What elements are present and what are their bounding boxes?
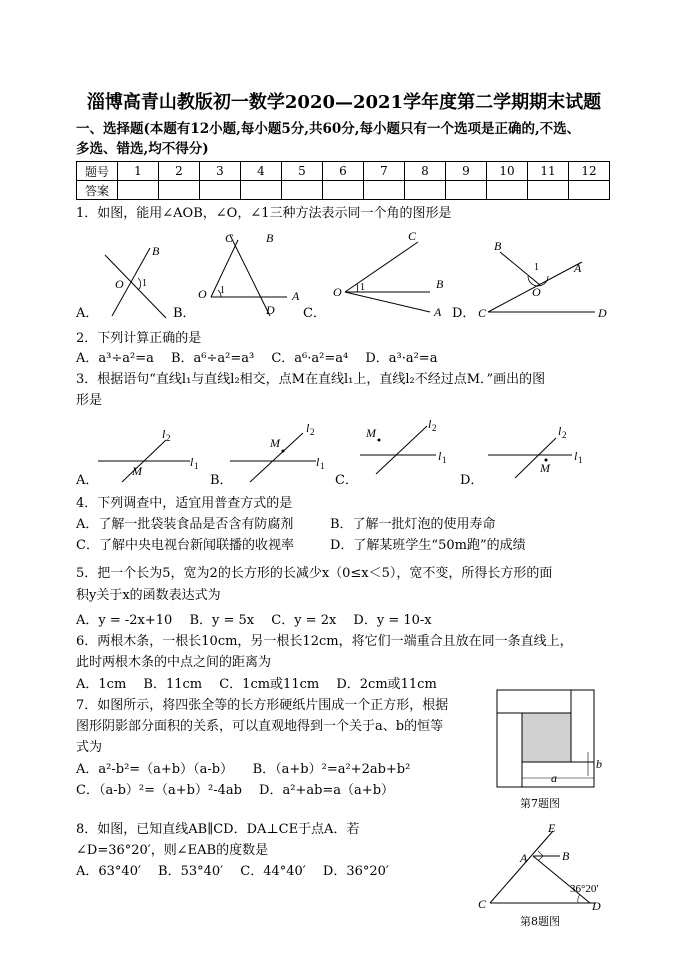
table-cell: 1 [118,162,159,181]
svg-text:D: D [592,899,601,913]
svg-text:l: l [574,449,578,463]
svg-text:C: C [408,229,417,243]
q1-option-c: C． [303,306,326,321]
q1-option-b: B． [173,306,196,321]
svg-text:O: O [198,287,207,301]
svg-text:B: B [266,231,274,245]
label-o: O [115,277,124,291]
table-cell: 10 [487,162,528,181]
svg-text:l: l [190,455,194,469]
table-cell: 5 [282,162,323,181]
table-cell: 7 [364,162,405,181]
q4-option-b: B．了解一批灯泡的使用寿命 [330,517,496,532]
q6-stem: 6．两根木条，一根长10cm，另一根长12cm，将它们一端重合且放在同一条直线上， [76,634,573,649]
table-cell: 8 [405,162,446,181]
q3-option-a: A． [76,473,99,488]
q7-options-ab: A．a²-b²=（a+b）（a-b） B．（a+b）²=a²+2ab+b² [76,762,411,777]
q5-stem: 5．把一个长为5，宽为2的长方形的长减少x（0≤x＜5），宽不变，所得长方形的面 [76,566,553,581]
svg-text:2: 2 [432,423,437,433]
q1-option-d: D． [452,306,476,321]
svg-text:A: A [292,289,300,303]
svg-text:l: l [438,449,442,463]
svg-text:O: O [333,285,342,299]
svg-text:l: l [162,427,166,441]
q5-options: A．y = -2x+10 B．y = 5x C．y = 2x D．y = 10-x [76,613,432,628]
svg-text:A: A [574,261,582,275]
q4-stem: 4．下列调查中，适宜用普查方式的是 [76,496,293,511]
svg-text:D: D [266,303,275,317]
table-header-cell: 题号 [77,162,118,181]
label-b: B [152,244,160,258]
svg-text:l: l [428,417,432,431]
table-cell: 6 [323,162,364,181]
svg-text:2: 2 [166,433,171,443]
angle-label: 36°20' [570,883,599,895]
svg-text:1: 1 [360,282,365,293]
svg-text:E: E [548,821,556,835]
q8-stem-cont: ∠D=36°20′，则∠EAB的度数是 [76,843,269,858]
table-header-cell: 答案 [77,181,118,200]
svg-text:2: 2 [562,430,567,440]
q2-options: A．a³÷a²=a B．a⁶÷a²=a³ C．a⁶·a²=a⁴ D．a³·a²=a [76,351,438,366]
svg-text:b: b [596,757,602,771]
q7-options-cd: C．（a-b）²=（a+b）²-4ab D．a²+ab=a（a+b） [76,783,395,798]
q8-caption: 第8题图 [520,915,560,928]
svg-text:M: M [270,436,280,450]
page-title: 淄博高青山教版初一数学2020—2021学年度第二学期期末试题 [86,92,602,113]
svg-text:C: C [478,897,487,911]
q7-caption: 第7题图 [520,797,560,810]
svg-text:M: M [366,426,376,440]
section-heading: 一、选择题(本题有12小题,每小题5分,共60分,每小题只有一个选项是正确的,不选、 [76,121,581,137]
svg-text:l: l [316,455,320,469]
svg-text:1: 1 [320,461,325,471]
q3-stem-cont: 形是 [76,393,103,408]
q7-stem-cont: 图形阴影部分面积的关系，可以直观地得到一个关于a、b的恒等 [76,719,444,734]
svg-text:2: 2 [310,427,315,437]
svg-text:1: 1 [220,285,225,296]
svg-text:1: 1 [442,455,447,465]
q8-options: A．63°40′ B．53°40′ C．44°40′ D．36°20′ [76,864,389,879]
svg-text:B: B [494,239,502,253]
q8-stem: 8．如图，已知直线AB∥CD．DA⊥CE于点A．若 [76,822,360,837]
table-cell: 11 [528,162,569,181]
q5-stem-cont: 积y关于x的函数表达式为 [76,588,221,603]
svg-text:a: a [551,771,557,785]
svg-text:M: M [540,461,550,475]
q4-option-a: A．了解一批袋装食品是否含有防腐剂 [76,517,294,532]
q1-stem: 1．如图，能用∠AOB，∠O，∠1三种方法表示同一个角的图形是 [76,206,452,221]
table-cell: 3 [200,162,241,181]
svg-text:B: B [436,277,444,291]
q6-options: A．1cm B．11cm C．1cm或11cm D．2cm或11cm [76,677,437,692]
svg-text:l: l [558,424,562,438]
table-cell: 12 [569,162,610,181]
svg-text:A: A [520,851,528,865]
svg-text:M: M [132,464,142,478]
q3-option-c: C． [335,473,358,488]
q2-stem: 2．下列计算正确的是 [76,331,202,346]
svg-text:D: D [598,306,607,320]
q6-stem-cont: 此时两根木条的中点之间的距离为 [76,655,272,670]
q7-stem: 7．如图所示，将四张全等的长方形硬纸片围成一个正方形，根据 [76,698,449,713]
svg-text:1: 1 [578,455,583,465]
q7-stem-cont2: 式为 [76,740,103,755]
svg-text:C: C [225,231,234,245]
svg-text:l: l [306,421,310,435]
q3-stem: 3．根据语句“直线l₁与直线l₂相交，点M在直线l₁上，直线l₂不经过点M．”画出的图 [76,372,546,387]
q3-option-d: D． [460,473,484,488]
svg-text:C: C [478,306,487,320]
svg-text:B: B [562,849,570,863]
svg-text:1: 1 [534,262,539,273]
q3-option-b: B． [210,473,233,488]
q4-option-c: C．了解中央电视台新闻联播的收视率 [76,538,294,553]
table-cell: 4 [241,162,282,181]
section-heading-cont: 多选、错选,均不得分) [76,141,209,157]
table-cell: 9 [446,162,487,181]
table-cell: 2 [159,162,200,181]
q4-option-d: D．了解某班学生“50m跑”的成绩 [330,538,526,553]
svg-text:A: A [434,305,442,319]
svg-text:1: 1 [194,461,199,471]
q1-option-a: A． [76,306,99,321]
label-1: 1 [142,278,147,289]
svg-text:O: O [532,285,541,299]
